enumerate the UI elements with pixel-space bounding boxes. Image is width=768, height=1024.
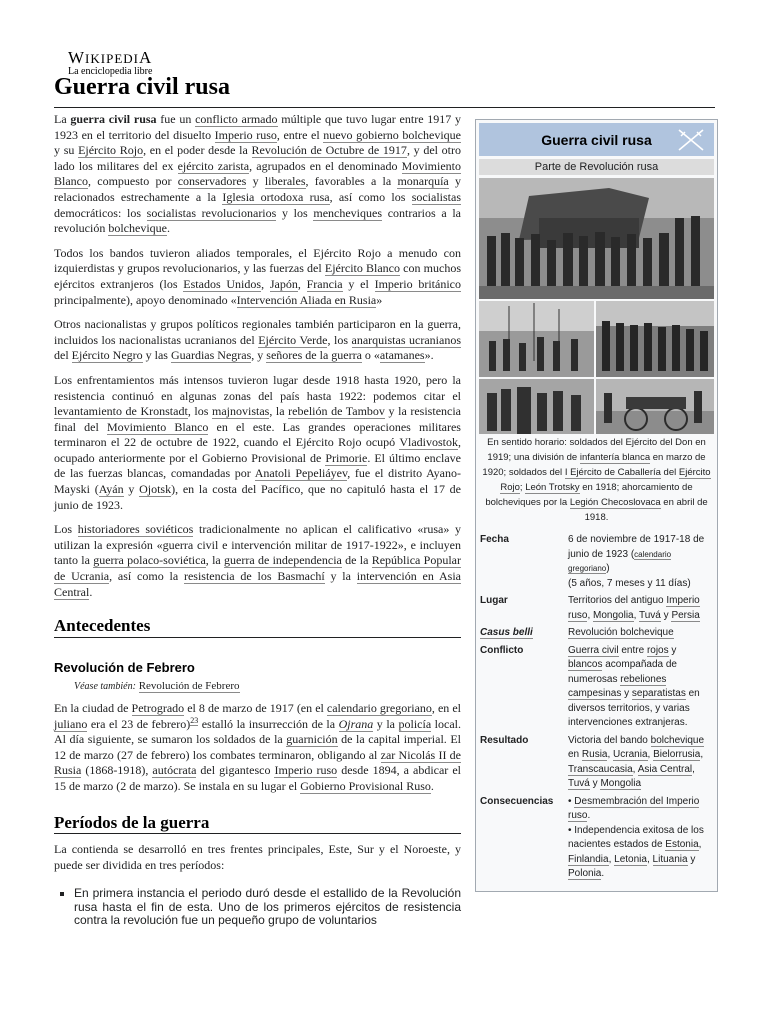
inline-link[interactable]: República Popular de Ucrania bbox=[54, 553, 461, 584]
inline-link[interactable]: majnovistas bbox=[212, 404, 270, 419]
inline-link[interactable]: levantamiento de Kronstadt bbox=[54, 404, 188, 419]
photo-tank-soldiers bbox=[479, 178, 714, 299]
infobox-key[interactable] bbox=[480, 626, 568, 641]
inline-link[interactable]: resistencia de los Basmachí bbox=[183, 569, 325, 584]
infobox-row bbox=[480, 594, 712, 623]
inline-link[interactable]: Movimiento Blanco bbox=[54, 158, 461, 189]
febrero-paragraph: En la ciudad de Petrogrado el 8 de marzo de 1917 (en el calendario gregoriano, en el juliano era el 23 de febrero)$^{23}$ estalló la insurrección de la Ojrana y la policía local. Al día siguiente, se sumaron los soldados de la guarnición de la capital imperial. El 12 de marzo (27 de febrero) los combates terminaron, obligando al zar Nicolás II de Rusia (1868-1918), autócrata del gigantesco Imperio ruso desde 1894, a abdicar el 15 de marzo (2 de marzo). Se instala en su lugar el Gobierno Provisional Ruso. bbox=[54, 701, 462, 793]
inline-link[interactable]: Imperio británico bbox=[374, 276, 462, 291]
inline-link[interactable]: blancos bbox=[568, 659, 603, 670]
infobox-rows bbox=[476, 533, 717, 891]
inline-link[interactable]: guerra de independencia bbox=[224, 553, 342, 568]
infobox-value: Territorios del antiguo Imperio ruso, Mongolia, Tuvá y Persia bbox=[568, 595, 700, 621]
inline-link[interactable]: Ejército Negro bbox=[71, 348, 143, 363]
infobox-key: Fecha bbox=[480, 534, 509, 545]
see-also-label: Véase también: bbox=[74, 681, 136, 693]
article-body bbox=[54, 112, 461, 928]
intro-paragraph: Todos los bandos tuvieron aliados temporales, el Ejército Rojo a menudo con izquierdistas y grupos revolucionarios, y las fuerzas del Ejército Blanco con muchos ejércitos extranjeros (los Estados Unidos, Japón, Francia y el Imperio británico principalmente), apoyo denominado «Intervención Aliada en Rusia» bbox=[54, 245, 462, 307]
infobox-value: 6 de noviembre de 1917-18 de junio de 1923 (calendario gregoriano) (5 años, 7 meses y 11 días) bbox=[568, 534, 705, 589]
inline-link[interactable]: separatistas bbox=[631, 688, 686, 699]
infobox-value: • Desmembración del Imperio ruso. • Independencia exitosa de los nacientes estados de Estonia, Finlandia, Letonia, Lituania y Polonia. bbox=[568, 795, 704, 879]
inline-link[interactable]: Finlandia bbox=[568, 853, 609, 865]
infobox-subtitle bbox=[479, 159, 714, 175]
infobox-title bbox=[479, 123, 714, 156]
infobox-value: Guerra civil entre rojos y blancos acompañada de numerosas rebeliones campesinas y separatistas en diversos territorios, y varias intervenciones extranjeras. bbox=[568, 644, 700, 728]
photo-cavalry-cart bbox=[596, 379, 714, 434]
inline-link[interactable]: Transcaucasia bbox=[568, 763, 633, 775]
inline-link[interactable]: Movimiento Blanco bbox=[106, 419, 209, 434]
inline-link[interactable]: Petrogrado bbox=[131, 701, 185, 715]
inline-link[interactable]: Rusia bbox=[581, 749, 608, 760]
inline-link[interactable]: Intervención Aliada en Rusia bbox=[236, 292, 377, 307]
casus-belli-link[interactable]: Casus belli bbox=[480, 627, 533, 638]
inline-link[interactable]: monarquía bbox=[397, 174, 449, 189]
inline-link[interactable]: señores de la guerra bbox=[266, 348, 362, 363]
infobox-key: Lugar bbox=[480, 595, 508, 606]
inline-link[interactable]: juliano bbox=[54, 716, 88, 731]
inline-link[interactable]: calendario gregoriano bbox=[326, 701, 432, 715]
inline-link[interactable]: Vladivostok bbox=[399, 435, 458, 450]
infobox-caption: En sentido horario: soldados del Ejército del Don en 1919; una división de infantería blanca en marzo de 1920; soldados del I Ejército de Caballería del Ejército Rojo; León Trotsky en 1918; ahorcamiento de bolcheviques por la Legión Checoslovaca en abril de 1918. bbox=[482, 437, 711, 523]
inline-link[interactable]: Asia Central bbox=[637, 763, 693, 775]
inline-link[interactable]: socialistas revolucionarios bbox=[146, 205, 277, 220]
see-also bbox=[74, 679, 461, 695]
infobox-title-text: Guerra civil rusa bbox=[541, 131, 652, 148]
inline-link[interactable]: rebelión de Tambov bbox=[288, 404, 385, 419]
inline-link[interactable]: Letonia bbox=[614, 853, 647, 865]
inline-link[interactable]: mencheviques bbox=[313, 205, 383, 220]
inline-link[interactable]: Imperio ruso bbox=[274, 763, 338, 778]
inline-link[interactable]: Primorie bbox=[325, 450, 368, 465]
list-item: ▪ En primera instancia el periodo duró desde el estallido de la Revolución rusa hasta el fin de esta. Uno de los primeros ejércitos de resistencia contra la revolución fue un pequeño grupo de voluntarios bbox=[74, 887, 461, 928]
inline-link[interactable]: intervención en Asia Central bbox=[54, 569, 461, 599]
page-title: Guerra civil rusa bbox=[54, 74, 230, 100]
inline-link[interactable]: Tuvá bbox=[568, 778, 590, 789]
inline-link[interactable]: rebeliones campesinas bbox=[568, 673, 667, 699]
wikipedia-logo[interactable] bbox=[68, 48, 152, 77]
inline-link[interactable]: Ucrania bbox=[613, 749, 648, 760]
heading-antecedentes: Antecedentes bbox=[54, 618, 461, 638]
infobox-key: Consecuencias bbox=[480, 795, 554, 807]
inline-link[interactable]: ejército zarista bbox=[177, 158, 250, 173]
inline-link[interactable]: guerra polaco-soviética bbox=[93, 553, 206, 568]
inline-link[interactable]: Gobierno Provisional Ruso bbox=[300, 778, 431, 793]
inline-link[interactable]: Francia bbox=[306, 276, 343, 291]
reference-link[interactable]: 23 bbox=[190, 715, 199, 725]
inline-link[interactable]: conflicto armado bbox=[195, 112, 278, 126]
inline-link[interactable]: Guerra civil bbox=[568, 644, 619, 656]
inline-link[interactable]: Desmembración del Imperio ruso bbox=[568, 795, 700, 821]
inline-link[interactable]: policía bbox=[398, 716, 432, 731]
inline-link[interactable]: infantería blanca bbox=[579, 452, 651, 463]
inline-link[interactable]: Ejército Rojo bbox=[500, 467, 711, 493]
bold-term: guerra civil rusa bbox=[70, 112, 157, 126]
inline-link[interactable]: bolchevique bbox=[650, 734, 705, 746]
periodos-paragraph: La contienda se desarrolló en tres frentes principales, Este, Sur y el Noroeste, y puede ser dividida en tres períodos: bbox=[54, 842, 461, 872]
inline-link[interactable]: Estados Unidos bbox=[183, 276, 262, 291]
inline-link[interactable]: Ejército Rojo bbox=[78, 143, 144, 158]
crossed-swords-icon bbox=[676, 127, 706, 153]
infobox-key: Conflicto bbox=[480, 644, 524, 656]
periods-list bbox=[54, 887, 461, 928]
inline-link[interactable]: rojos bbox=[646, 644, 669, 656]
inline-link[interactable]: Japón bbox=[269, 276, 298, 291]
inline-link[interactable]: guarnición bbox=[286, 732, 338, 747]
infobox-subtitle-text[interactable]: Parte de Revolución rusa bbox=[534, 161, 659, 173]
infobox-row bbox=[480, 734, 712, 792]
inline-link[interactable]: Estonia bbox=[665, 839, 699, 850]
intro-paragraph: Otros nacionalistas y grupos políticos regionales también participaron en la guerra, incluidos los nacionalistas ucranianos del Ejército Verde, los anarquistas ucranianos del Ejército Negro y las Guardias Negras, y señores de la guerra o «atamanes». bbox=[54, 317, 461, 363]
photo-trotsky bbox=[479, 379, 594, 434]
inline-link[interactable]: Ejército Verde bbox=[258, 332, 328, 347]
inline-link[interactable]: Mongolia bbox=[593, 609, 634, 621]
see-also-link[interactable]: Revolución de Febrero bbox=[138, 680, 240, 693]
logo-wordmark: WIKIPEDIA bbox=[68, 48, 153, 67]
inline-link[interactable]: socialistas bbox=[411, 189, 462, 204]
inline-link[interactable]: Guardias Negras bbox=[170, 348, 252, 363]
heading-revolucion-febrero: Revolución de Febrero bbox=[54, 659, 195, 675]
inline-link[interactable]: Anatoli Pepeliáyev bbox=[254, 466, 348, 481]
inline-link[interactable]: Bielorrusia bbox=[653, 749, 701, 760]
inline-link[interactable]: Ojrana bbox=[338, 716, 374, 731]
infobox-row bbox=[480, 795, 712, 882]
inline-link[interactable]: nuevo gobierno bolchevique bbox=[323, 127, 461, 142]
inline-link[interactable]: Iglesia ortodoxa rusa bbox=[222, 189, 330, 204]
inline-link[interactable]: Lituania bbox=[652, 853, 688, 865]
inline-link[interactable]: León Trotsky bbox=[525, 482, 580, 493]
intro-paragraph: La guerra civil rusa fue un conflicto armado múltiple que tuvo lugar entre 1917 y 1923 en el territorio del disuelto Imperio ruso, entre el nuevo gobierno bolchevique y su Ejército Rojo, en el poder desde la Revolución de Octubre de 1917, y del otro lado los militares del ex ejército zarista, agrupados en el denominado Movimiento Blanco, compuesto por conservadores y liberales, favorables a la monarquía y relacionados estrechamente a la Iglesia ortodoxa rusa, así como los socialistas democráticos: los socialistas revolucionarios y los mencheviques contrarios a la revolución bolchevique. bbox=[54, 112, 462, 236]
infobox bbox=[475, 119, 718, 892]
infobox-photo-collage[interactable] bbox=[479, 178, 714, 434]
inline-link[interactable]: Revolución de Octubre de 1917 bbox=[251, 143, 407, 158]
infobox-row bbox=[480, 644, 712, 731]
photo-soldiers-line bbox=[596, 301, 714, 377]
inline-link[interactable]: atamanes bbox=[379, 348, 425, 363]
inline-link[interactable]: Persia bbox=[671, 609, 700, 621]
logo-tagline: La enciclopedia libre bbox=[68, 66, 153, 77]
inline-link[interactable]: Imperio ruso bbox=[214, 127, 277, 142]
inline-link[interactable]: autócrata bbox=[152, 763, 197, 778]
inline-link[interactable]: Polonia bbox=[568, 868, 602, 879]
inline-link[interactable]: Ejército Blanco bbox=[324, 261, 401, 276]
inline-link[interactable]: liberales bbox=[264, 174, 306, 189]
photo-infantry-march bbox=[479, 301, 594, 377]
infobox-value bbox=[568, 626, 712, 641]
intro-paragraph: Los historiadores soviéticos tradicionalmente no aplican el calificativo «rusa» y utilizan la expresión «guerra civil e intervención militar de 1917-1922», e incluyen tanto la guerra polaco-soviética, la guerra de independencia de la República Popular de Ucrania, así como la resistencia de los Basmachí y la intervención en Asia Central. bbox=[54, 522, 462, 599]
inline-link[interactable]: historiadores soviéticos bbox=[77, 522, 194, 537]
inline-link[interactable]: calendario gregoriano bbox=[568, 549, 672, 573]
inline-link[interactable]: Ayán bbox=[98, 482, 124, 497]
inline-link[interactable]: zar Nicolás II de Rusia bbox=[54, 747, 462, 778]
inline-link[interactable]: Revolución bolchevique bbox=[568, 627, 674, 638]
heading-periodos: Períodos de la guerra bbox=[54, 815, 461, 835]
inline-link[interactable]: Mongolia bbox=[600, 778, 642, 789]
intro-paragraph: Los enfrentamientos más intensos tuvieron lugar desde 1918 hasta 1920, pero la resistencia continuó en algunas zonas del país hasta 1922: podemos citar el levantamiento de Kronstadt, los majnovistas, la rebelión de Tambov y la resistencia final del Movimiento Blanco en el este. Las grandes operaciones militares terminaron el 22 de octubre de 1922, cuando el Ejército Rojo ocupó Vladivostok, ocupado anteriormente por el Gobierno Provisional de Primorie. El último enclave de las fuerzas blancas, comandadas por Anatoli Pepeliáyev, fue el distrito Ayano-Mayski (Ayán y Ojotsk), en la costa del Pacífico, que no capituló hasta el 17 de junio de 1923. bbox=[54, 372, 462, 512]
infobox-key: Resultado bbox=[480, 734, 529, 746]
inline-link[interactable]: anarquistas ucranianos bbox=[351, 332, 461, 347]
inline-link[interactable]: I Ejército de Caballería bbox=[564, 467, 661, 478]
inline-link[interactable]: Legión Checoslovaca bbox=[569, 497, 661, 508]
title-divider bbox=[54, 107, 715, 108]
inline-link[interactable]: conservadores bbox=[177, 174, 247, 189]
inline-link[interactable]: Ojotsk bbox=[139, 482, 172, 497]
infobox-row bbox=[480, 626, 712, 641]
infobox-value: Victoria del bando bolchevique en Rusia, Ucrania, Bielorrusia, Transcaucasia, Asia Central, Tuvá y Mongolia bbox=[568, 734, 705, 789]
inline-link[interactable]: Tuvá bbox=[639, 609, 661, 621]
inline-link[interactable]: Imperio ruso bbox=[568, 595, 700, 621]
inline-link[interactable]: bolchevique bbox=[108, 221, 167, 236]
infobox-row bbox=[480, 533, 712, 591]
